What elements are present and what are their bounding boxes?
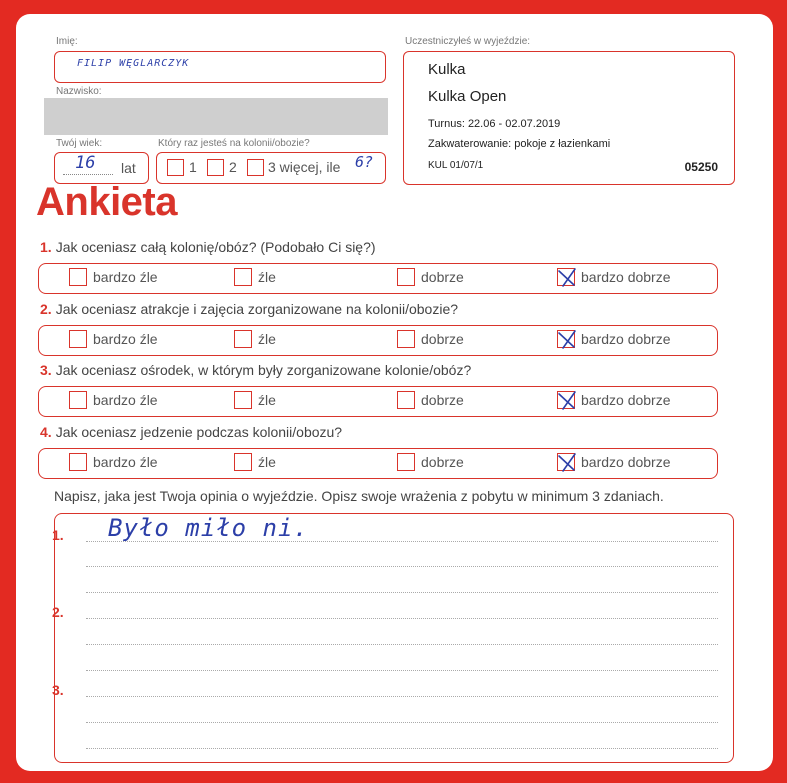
- times-label: Który raz jesteś na kolonii/obozie?: [158, 138, 310, 149]
- rating-option-label: dobrze: [421, 392, 464, 408]
- writing-line: [86, 748, 718, 749]
- rating-option-label: bardzo dobrze: [581, 331, 671, 347]
- rating-option[interactable]: [234, 391, 276, 409]
- rating-option-label: bardzo dobrze: [581, 392, 671, 408]
- rating-option[interactable]: [557, 330, 671, 348]
- trip-line2: Kulka Open: [428, 88, 507, 105]
- rating-option-label: źle: [258, 392, 276, 408]
- checkbox[interactable]: [234, 330, 252, 348]
- rating-option-label: bardzo źle: [93, 392, 158, 408]
- name-value: FILIP WĘGLARCZYK: [77, 58, 190, 69]
- question-number: 1.: [40, 239, 52, 255]
- rating-option[interactable]: [69, 453, 158, 471]
- rating-option[interactable]: [234, 330, 276, 348]
- age-value: 16: [75, 153, 96, 173]
- rating-option-label: bardzo źle: [93, 331, 158, 347]
- opinion-prompt: Napisz, jaka jest Twoja opinia o wyjeździe. Opisz swoje wrażenia z pobytu w minimum 3 zdaniach.: [54, 488, 664, 504]
- times-2-checkbox[interactable]: [207, 159, 224, 176]
- rating-option[interactable]: [397, 268, 464, 286]
- writing-line: [86, 618, 718, 619]
- check-mark-icon: [555, 327, 581, 353]
- name-field[interactable]: [54, 51, 386, 83]
- checkbox[interactable]: [397, 453, 415, 471]
- checkbox[interactable]: [234, 453, 252, 471]
- checkbox[interactable]: [397, 391, 415, 409]
- name-label: Imię:: [56, 36, 78, 47]
- check-mark-icon: [555, 265, 581, 291]
- rating-option-label: bardzo źle: [93, 454, 158, 470]
- checkbox[interactable]: [69, 391, 87, 409]
- writing-line: [86, 644, 718, 645]
- trip-box: [403, 51, 735, 185]
- writing-line: [86, 566, 718, 567]
- opinion-textarea[interactable]: [54, 513, 734, 763]
- rating-row-1: [38, 263, 718, 294]
- question-text: Jak oceniasz ośrodek, w którym były zorganizowane kolonie/obóz?: [55, 362, 472, 378]
- rating-option[interactable]: [69, 268, 158, 286]
- times-field: [156, 152, 386, 184]
- checkbox-checked[interactable]: [557, 453, 575, 471]
- writing-line: [86, 722, 718, 723]
- opinion-answer-1: Było miło ni.: [108, 514, 309, 542]
- rating-option-label: dobrze: [421, 331, 464, 347]
- opinion-number-1: 1.: [52, 527, 64, 543]
- trip-turnus: Turnus: 22.06 - 02.07.2019: [428, 118, 561, 130]
- checkbox[interactable]: [397, 268, 415, 286]
- times-3-label: 3 więcej, ile: [268, 159, 341, 175]
- question-4: [40, 424, 342, 440]
- checkbox[interactable]: [234, 391, 252, 409]
- checkbox-checked[interactable]: [557, 330, 575, 348]
- rating-option[interactable]: [69, 330, 158, 348]
- surname-redacted-field: [44, 98, 388, 135]
- trip-accommodation: Zakwaterowanie: pokoje z łazienkami: [428, 138, 611, 150]
- rating-option-label: bardzo źle: [93, 269, 158, 285]
- checkbox-checked[interactable]: [557, 391, 575, 409]
- rating-option[interactable]: [397, 330, 464, 348]
- checkbox-checked[interactable]: [557, 268, 575, 286]
- times-1-checkbox[interactable]: [167, 159, 184, 176]
- opinion-number-2: 2.: [52, 604, 64, 620]
- rating-option[interactable]: [397, 391, 464, 409]
- rating-option[interactable]: [69, 391, 158, 409]
- writing-line: [86, 670, 718, 671]
- checkbox[interactable]: [69, 268, 87, 286]
- writing-line: [86, 592, 718, 593]
- question-number: 4.: [40, 424, 52, 440]
- age-unit: lat: [121, 160, 136, 176]
- checkbox[interactable]: [397, 330, 415, 348]
- check-mark-icon: [555, 388, 581, 414]
- age-label: Twój wiek:: [56, 138, 103, 149]
- trip-label: Uczestniczyłeś w wyjeździe:: [405, 36, 531, 47]
- times-2-label: 2: [229, 159, 237, 175]
- check-mark-icon: [555, 450, 581, 476]
- question-2: [40, 301, 458, 317]
- question-number: 3.: [40, 362, 52, 378]
- page-title: Ankieta: [36, 180, 177, 224]
- question-text: Jak oceniasz jedzenie podczas kolonii/obozu?: [55, 424, 343, 440]
- rating-option-label: bardzo dobrze: [581, 269, 671, 285]
- opinion-number-3: 3.: [52, 682, 64, 698]
- rating-row-4: [38, 448, 718, 479]
- trip-code: KUL 01/07/1: [428, 160, 484, 171]
- trip-number: 05250: [684, 160, 718, 174]
- rating-option-label: źle: [258, 269, 276, 285]
- rating-option[interactable]: [234, 453, 276, 471]
- rating-option-label: źle: [258, 454, 276, 470]
- writing-line: [86, 696, 718, 697]
- rating-option[interactable]: [557, 453, 671, 471]
- rating-option[interactable]: [234, 268, 276, 286]
- question-text: Jak oceniasz atrakcje i zajęcia zorganizowane na kolonii/obozie?: [55, 301, 459, 317]
- rating-option-label: dobrze: [421, 269, 464, 285]
- times-value: 6?: [355, 153, 374, 171]
- rating-option-label: dobrze: [421, 454, 464, 470]
- rating-option[interactable]: [557, 268, 671, 286]
- times-3-checkbox[interactable]: [247, 159, 264, 176]
- question-3: [40, 362, 471, 378]
- checkbox[interactable]: [69, 330, 87, 348]
- rating-row-2: [38, 325, 718, 356]
- rating-option[interactable]: [557, 391, 671, 409]
- rating-option-label: źle: [258, 331, 276, 347]
- rating-option-label: bardzo dobrze: [581, 454, 671, 470]
- rating-row-3: [38, 386, 718, 417]
- question-number: 2.: [40, 301, 52, 317]
- rating-option[interactable]: [397, 453, 464, 471]
- times-1-label: 1: [189, 159, 197, 175]
- question-1: [40, 239, 376, 255]
- trip-line1: Kulka: [428, 61, 466, 78]
- question-text: Jak oceniasz całą kolonię/obóz? (Podobało Ci się?): [55, 239, 376, 255]
- checkbox[interactable]: [234, 268, 252, 286]
- surname-label: Nazwisko:: [56, 86, 102, 97]
- checkbox[interactable]: [69, 453, 87, 471]
